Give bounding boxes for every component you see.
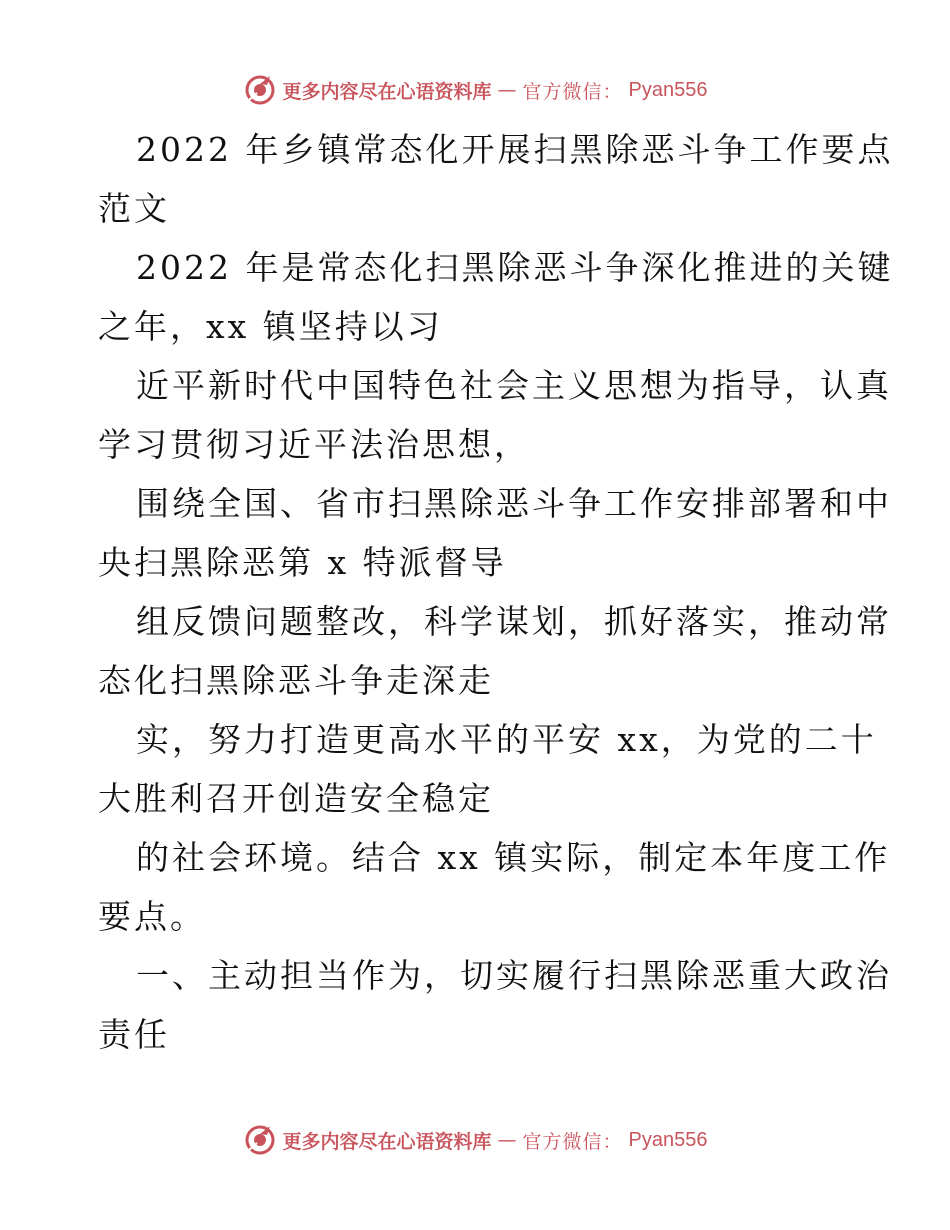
text-line: 范文 bbox=[98, 189, 170, 228]
footer-banner bbox=[0, 1120, 950, 1160]
text-line: 2022 年乡镇常态化开展扫黑除恶斗争工作要点 bbox=[136, 130, 894, 169]
text-line: 态化扫黑除恶斗争走深走 bbox=[98, 661, 494, 700]
paragraph bbox=[98, 828, 891, 946]
paragraph bbox=[98, 356, 892, 474]
text-line: 责任 bbox=[98, 1015, 170, 1054]
paragraph bbox=[98, 474, 892, 592]
paragraph bbox=[98, 238, 894, 356]
text-line: 实，努力打造更高水平的平安 xx，为党的二十 bbox=[136, 720, 877, 759]
text-line: 组反馈问题整改，科学谋划，抓好落实，推动常 bbox=[136, 602, 892, 641]
document-title bbox=[98, 120, 894, 238]
text-line: 要点。 bbox=[98, 897, 206, 936]
text-line: 大胜利召开创造安全稳定 bbox=[98, 779, 494, 818]
banner-site-text: 更多内容尽在心语资料库 bbox=[282, 1130, 492, 1153]
banner-separator: — bbox=[497, 79, 517, 101]
text-line: 的社会环境。结合 xx 镇实际，制定本年度工作 bbox=[136, 838, 891, 877]
banner-wechat-id: Pyan556 bbox=[628, 1128, 708, 1151]
text-line: 近平新时代中国特色社会主义思想为指导，认真 bbox=[136, 366, 892, 405]
header-banner bbox=[0, 70, 950, 110]
brand-logo-icon bbox=[243, 1123, 277, 1157]
text-line: 央扫黑除恶第 x 特派督导 bbox=[98, 543, 507, 582]
banner-wechat-label: 官方微信： bbox=[522, 1130, 623, 1153]
text-line: 之年，xx 镇坚持以习 bbox=[98, 307, 443, 346]
text-line: 学习贯彻习近平法治思想， bbox=[98, 425, 530, 464]
banner-separator: — bbox=[497, 1129, 517, 1151]
banner-site-text: 更多内容尽在心语资料库 bbox=[282, 80, 492, 103]
text-line: 围绕全国、省市扫黑除恶斗争工作安排部署和中 bbox=[136, 484, 892, 523]
brand-logo-icon bbox=[243, 73, 277, 107]
text-line: 2022 年是常态化扫黑除恶斗争深化推进的关键 bbox=[136, 248, 894, 287]
text-line: 一、主动担当作为，切实履行扫黑除恶重大政治 bbox=[136, 956, 892, 995]
section-heading bbox=[98, 946, 892, 1064]
document-body bbox=[98, 120, 894, 1064]
paragraph bbox=[98, 592, 892, 710]
banner-wechat-id: Pyan556 bbox=[628, 78, 708, 101]
paragraph bbox=[98, 710, 877, 828]
banner-wechat-label: 官方微信： bbox=[522, 80, 623, 103]
